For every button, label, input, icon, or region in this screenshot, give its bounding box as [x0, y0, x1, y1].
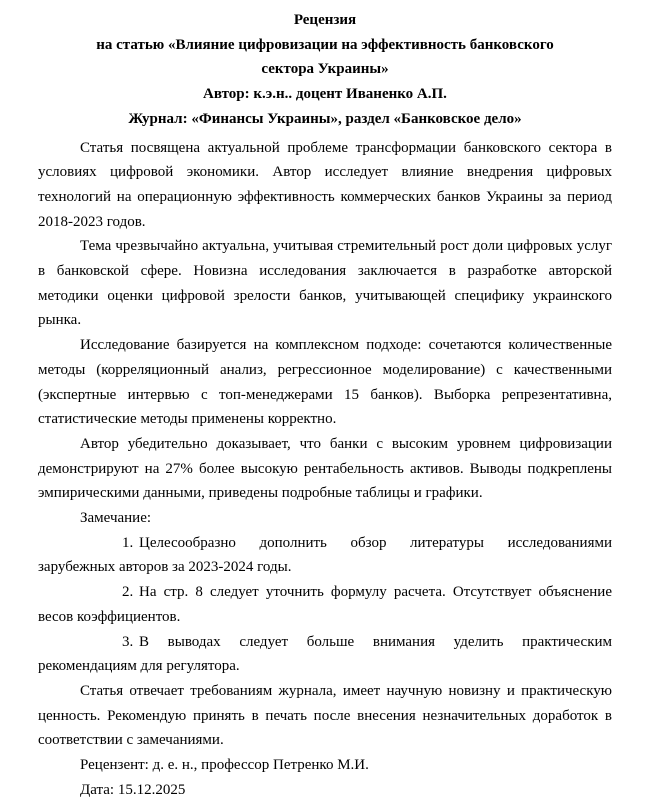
- date-line: Дата: 15.12.2025: [80, 781, 186, 798]
- paragraph-summary: Статья посвящена актуальной проблеме трансформации банковского сектора в условиях цифровой экономики. Автор исследует влияние внедрения цифровых технологий на операционную эффективность коммерческих банков Украины за период 2018-2023 годов.: [38, 139, 612, 230]
- title-block: [38, 8, 612, 132]
- document-title: Рецензия: [293, 12, 357, 28]
- conclusion-paragraph: Статья отвечает требованиям журнала, имеет научную новизну и практическую ценность. Рекомендую принять в печать после внесения незначительных доработок в соответствии с замечаниями.: [38, 682, 612, 749]
- remarks-heading: Замечание:: [80, 510, 152, 527]
- paragraph-methodology: Исследование базируется на комплексном подходе: сочетаются количественные методы (корреляционный анализ, регрессионное моделирование) с качественными (экспертные интервью с топ-менеджерами 15 банков). Выборка репрезентативна, статистические методы применены корректно.: [38, 337, 612, 428]
- remark-number-3: 3.: [122, 633, 134, 650]
- reviewer-line: Рецензент: д. е. н., профессор Петренко М.И.: [80, 757, 369, 774]
- remark-text-2: На стр. 8 следует уточнить формулу расчета. Отсутствует объяснение весов коэффициентов.: [38, 584, 612, 625]
- body-block: [38, 136, 612, 803]
- remark-text-3: В выводах следует больше внимания уделить практическим рекомендациям для регулятора.: [38, 633, 612, 675]
- remark-number-1: 1.: [122, 534, 134, 551]
- paragraph-relevance: Тема чрезвычайно актуальна, учитывая стремительный рост доли цифровых услуг в банковской сфере. Новизна исследования заключается в разработке авторской методики оценки цифровой зрелости банков, учитывающей специфику украинского рынка.: [38, 238, 612, 329]
- paragraph-results: Автор убедительно доказывает, что банки с высоким уровнем цифровизации демонстрируют на 27% более высокую рентабельность активов. Выводы подкреплены эмпирическими данными, приведены подробные таблицы и графики.: [38, 435, 612, 502]
- remark-item-3: [38, 630, 612, 679]
- remark-item-1: [38, 531, 612, 580]
- journal-line: Журнал: «Финансы Украины», раздел «Банковское дело»: [128, 110, 522, 127]
- article-subtitle: на статью «Влияние цифровизации на эффективность банковского сектора Украины»: [96, 36, 554, 78]
- remark-item-2: [38, 580, 612, 629]
- remark-text-1: Целесообразно дополнить обзор литературы исследованиями зарубежных авторов за 2023-2024 годы.: [38, 534, 612, 576]
- author-line: Автор: к.э.н.. доцент Иваненко А.П.: [203, 86, 447, 103]
- remark-number-2: 2.: [122, 584, 134, 601]
